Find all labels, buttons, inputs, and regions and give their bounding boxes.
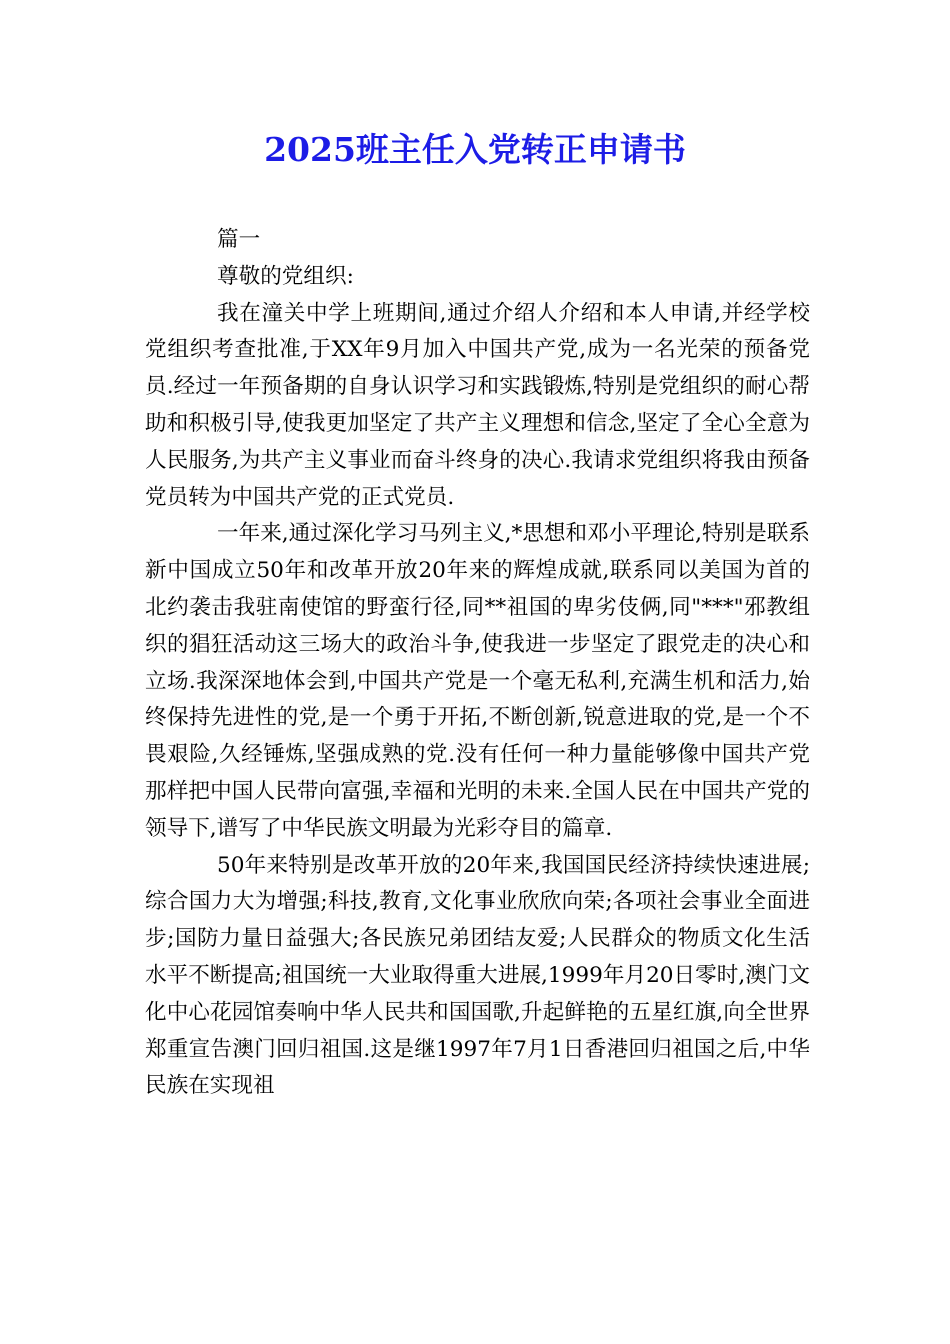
paragraph-1: 我在潼关中学上班期间,通过介绍人介绍和本人申请,并经学校党组织考查批准,于XX年9月加入中国共产党,成为一名光荣的预备党员.经过一年预备期的自身认识学习和实践锻炼,特别是党组织的耐心帮助和积极引导,使我更加坚定了共产主义理想和信念,坚定了全心全意为人民服务,为共产主义事业而奋斗终身的决心.我请求党组织将我由预备党员转为中国共产党的正式党员. [145, 300, 810, 510]
section-label: 篇一 [217, 227, 261, 252]
document-title: 2025班主任入党转正申请书 [264, 130, 686, 169]
document-body [145, 222, 810, 1105]
paragraph-2: 一年来,通过深化学习马列主义,*思想和邓小平理论,特别是联系新中国成立50年和改革开放20年来的辉煌成就,联系同以美国为首的北约袭击我驻南使馆的野蛮行径,同**祖国的卑劣伎俩,同"***"邪教组织的猖狂活动这三场大的政治斗争,使我进一步坚定了跟党走的决心和立场.我深深地体会到,中国共产党是一个毫无私利,充满生机和活力,始终保持先进性的党,是一个勇于开拓,不断创新,锐意进取的党,是一个不畏艰险,久经锤炼,坚强成熟的党.没有任何一种力量能够像中国共产党那样把中国人民带向富强,幸福和光明的未来.全国人民在中国共产党的领导下,谱写了中华民族文明最为光彩夺目的篇章. [145, 521, 810, 841]
paragraph-3: 50年来特别是改革开放的20年来,我国国民经济持续快速进展;综合国力大为增强;科技,教育,文化事业欣欣向荣;各项社会事业全面进步;国防力量日益强大;各民族兄弟团结友爱;人民群众的物质文化生活水平不断提高;祖国统一大业取得重大进展,1999年月20日零时,澳门文化中心花园馆奏响中华人民共和国国歌,升起鲜艳的五星红旗,向全世界郑重宣告澳门回归祖国.这是继1997年7月1日香港回归祖国之后,中华民族在实现祖 [145, 852, 810, 1099]
salutation: 尊敬的党组织: [217, 263, 354, 289]
